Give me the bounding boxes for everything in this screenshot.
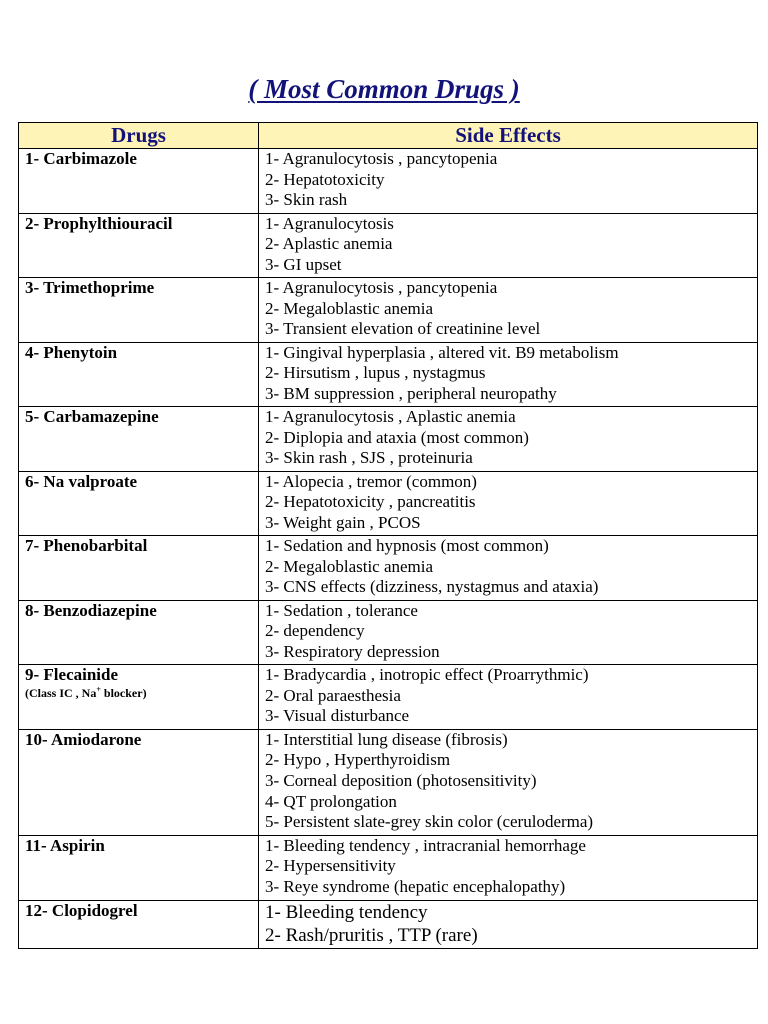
side-effects-list — [259, 407, 758, 472]
drugs-table — [18, 122, 758, 949]
side-effects-list — [259, 278, 758, 343]
side-effect-item: 2- Hepatotoxicity — [265, 169, 385, 189]
side-effect-item: 1- Bradycardia , inotropic effect (Proarrythmic) — [265, 665, 589, 684]
side-effect-item: 3- Reye syndrome (hepatic encephalopathy) — [265, 876, 566, 896]
drug-name: 10- Amiodarone — [19, 729, 259, 835]
side-effect-item: 3- Skin rash — [265, 190, 348, 210]
side-effect-item: 1- Agranulocytosis , pancytopenia — [265, 278, 498, 297]
drug-name: 7- Phenobarbital — [19, 536, 259, 601]
side-effect-item: 1- Sedation and hypnosis (most common) — [265, 536, 549, 555]
page-title: ( Most Common Drugs ) — [248, 74, 520, 104]
table-row — [19, 407, 758, 472]
table-row — [19, 278, 758, 343]
table-row — [19, 536, 758, 601]
drugs-column-header: Drugs — [19, 123, 259, 149]
side-effect-item: 2- Hypo , Hyperthyroidism — [265, 750, 451, 770]
side-effect-item: 3- Respiratory depression — [265, 641, 440, 661]
side-effect-item: 1- Bleeding tendency — [265, 901, 428, 923]
drug-name: 9- Flecainide — [25, 665, 119, 684]
side-effect-item: 1- Gingival hyperplasia , altered vit. B9 metabolism — [265, 342, 619, 362]
table-row — [19, 665, 758, 730]
side-effect-item: 3- BM suppression , peripheral neuropathy — [265, 383, 557, 403]
table-row — [19, 729, 758, 835]
side-effect-item: 1- Agranulocytosis , pancytopenia — [265, 149, 498, 168]
side-effect-item: 3- CNS effects (dizziness, nystagmus and ataxia) — [265, 577, 599, 597]
side-effect-item: 1- Agranulocytosis — [265, 213, 394, 233]
side-effect-item: 5- Persistent slate-grey skin color (ceruloderma) — [265, 812, 594, 832]
side-effects-list — [259, 729, 758, 835]
side-effects-column-header: Side Effects — [259, 123, 758, 149]
drug-name: 8- Benzodiazepine — [19, 600, 259, 665]
side-effects-list — [259, 471, 758, 536]
side-effect-item: 1- Bleeding tendency , intracranial hemorrhage — [265, 835, 586, 855]
side-effect-item: 3- Corneal deposition (photosensitivity) — [265, 770, 537, 790]
side-effect-item: 3- Skin rash , SJS , proteinuria — [265, 448, 473, 468]
drug-name: 4- Phenytoin — [19, 342, 259, 407]
side-effects-list — [259, 342, 758, 407]
drug-name: 1- Carbimazole — [19, 149, 259, 214]
side-effects-list — [259, 900, 758, 948]
table-row — [19, 835, 758, 900]
side-effect-item: 1- Alopecia , tremor (common) — [265, 471, 477, 491]
side-effects-list — [259, 213, 758, 278]
side-effect-item: 2- Hepatotoxicity , pancreatitis — [265, 492, 476, 512]
drug-class-note — [25, 686, 258, 701]
side-effect-item: 2- Megaloblastic anemia — [265, 298, 434, 318]
drug-cell — [19, 665, 259, 730]
table-row — [19, 600, 758, 665]
drug-name: 11- Aspirin — [19, 835, 259, 900]
side-effect-item: 1- Interstitial lung disease (fibrosis) — [265, 729, 508, 749]
side-effect-item: 2- Aplastic anemia — [265, 234, 393, 254]
drug-class-note-suffix: blocker) — [100, 685, 147, 700]
drug-name: 12- Clopidogrel — [19, 900, 259, 948]
drug-name: 3- Trimethoprime — [19, 278, 259, 343]
table-row — [19, 213, 758, 278]
table-body — [19, 149, 758, 949]
side-effect-item: 2- dependency — [265, 621, 365, 641]
side-effect-item: 4- QT prolongation — [265, 791, 397, 811]
table-header-row — [19, 123, 758, 149]
side-effect-item: 3- GI upset — [265, 254, 342, 274]
side-effect-item: 1- Agranulocytosis , Aplastic anemia — [265, 407, 516, 426]
drug-name: 5- Carbamazepine — [19, 407, 259, 472]
side-effects-list — [259, 600, 758, 665]
side-effects-list — [259, 536, 758, 601]
drug-name: 2- Prophylthiouracil — [19, 213, 259, 278]
drug-class-note-prefix: (Class IC , Na — [25, 685, 97, 700]
side-effect-item: 3- Visual disturbance — [265, 706, 410, 726]
drug-name: 6- Na valproate — [19, 471, 259, 536]
side-effects-list — [259, 149, 758, 214]
side-effect-item: 2- Diplopia and ataxia (most common) — [265, 427, 529, 447]
side-effects-list — [259, 835, 758, 900]
table-row — [19, 149, 758, 214]
side-effect-item: 3- Transient elevation of creatinine level — [265, 319, 541, 339]
side-effect-item: 2- Megaloblastic anemia — [265, 556, 434, 576]
table-row — [19, 342, 758, 407]
drug-class-note-superscript: + — [96, 684, 101, 694]
side-effect-item: 2- Rash/pruritis , TTP (rare) — [265, 924, 478, 946]
side-effect-item: 2- Hypersensitivity — [265, 856, 396, 876]
table-row — [19, 900, 758, 948]
table-row — [19, 471, 758, 536]
side-effect-item: 3- Weight gain , PCOS — [265, 512, 421, 532]
side-effect-item: 2- Hirsutism , lupus , nystagmus — [265, 363, 486, 383]
side-effects-list — [259, 665, 758, 730]
side-effect-item: 2- Oral paraesthesia — [265, 685, 401, 705]
side-effect-item: 1- Sedation , tolerance — [265, 600, 418, 620]
